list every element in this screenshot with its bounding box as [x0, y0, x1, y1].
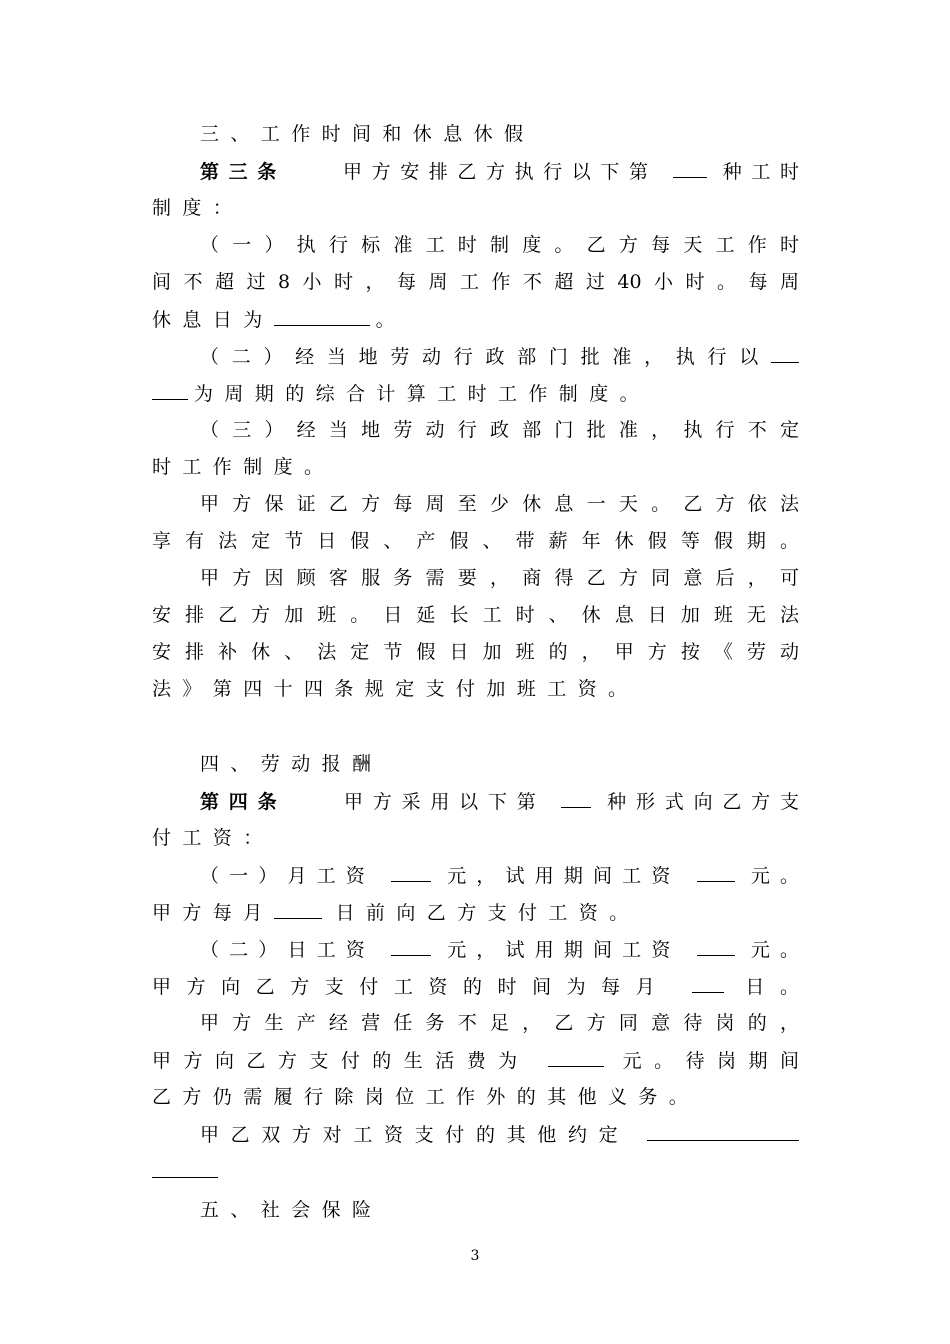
paragraph-line: 休息日为 。	[152, 309, 407, 331]
blank-field	[673, 159, 707, 178]
blank-field	[548, 1048, 604, 1067]
paragraph-line: 甲方因顾客服务需要，商得乙方同意后，可	[200, 567, 799, 589]
blank-field	[771, 344, 799, 363]
section-heading-4: 四、劳动报酬	[200, 753, 383, 775]
paragraph-line: 享有法定节日假、产假、带薪年休假等假期。	[152, 530, 799, 552]
paragraph-line: 甲乙双方对工资支付的其他约定	[200, 1122, 799, 1147]
blank-field	[697, 863, 735, 882]
paragraph-line: 法》第四十四条规定支付加班工资。	[152, 678, 639, 700]
paragraph-line: 甲方向乙方支付的生活费为 元。待岗期间	[152, 1050, 799, 1072]
paragraph-line: 乙方仍需履行除岗位工作外的其他义务。	[152, 1086, 700, 1108]
paragraph-line: 甲方向乙方支付工资的时间为每月 日。	[152, 976, 799, 998]
paragraph-line: 间不超过8小时，每周工作不超过40小时。每周	[152, 271, 799, 293]
blank-field	[274, 900, 322, 919]
paragraph-line: 为周期的综合计算工时工作制度。	[152, 381, 650, 406]
article-3-line: 第三条 甲方安排乙方执行以下第 种工时	[200, 161, 799, 183]
article-4-line: 第四条 甲方采用以下第 种形式向乙方支	[200, 791, 799, 813]
paragraph-line: （一）月工资 元，试用期间工资 元。	[200, 865, 799, 887]
paragraph-line: （二）日工资 元，试用期间工资 元。	[200, 939, 799, 961]
paragraph-line: 甲方生产经营任务不足，乙方同意待岗的，	[200, 1012, 799, 1034]
paragraph-line: 甲方每月 日前向乙方支付工资。	[152, 902, 640, 924]
paragraph-line: 安排乙方加班。日延长工时、休息日加班无法	[152, 604, 799, 626]
paragraph-line: 制度：	[152, 197, 244, 219]
paragraph-line: （一）执行标准工时制度。乙方每天工作时	[200, 234, 799, 256]
paragraph-line: （二）经当地劳动行政部门批准，执行以	[200, 344, 799, 369]
paragraph-line	[152, 1159, 224, 1184]
blank-field	[152, 1159, 218, 1178]
blank-field	[391, 863, 431, 882]
blank-field	[697, 937, 735, 956]
paragraph-line: 安排补休、法定节假日加班的，甲方按《劳动	[152, 641, 799, 663]
section-heading-5: 五、社会保险	[200, 1199, 383, 1221]
blank-field	[152, 381, 188, 400]
blank-field	[391, 937, 431, 956]
paragraph-line: （三）经当地劳动行政部门批准，执行不定	[200, 419, 799, 441]
blank-field	[692, 974, 724, 993]
blank-field	[647, 1122, 799, 1141]
blank-field	[561, 789, 591, 808]
paragraph-line: 付工资：	[152, 827, 274, 849]
section-heading-3: 三、工作时间和休息休假	[200, 123, 535, 145]
page-number: 3	[470, 1248, 480, 1264]
paragraph-line: 甲方保证乙方每周至少休息一天。乙方依法	[200, 493, 799, 515]
article-4-label: 第四条	[200, 791, 287, 813]
article-3-label: 第三条	[200, 161, 286, 183]
paragraph-line: 时工作制度。	[152, 456, 335, 478]
blank-field	[274, 307, 370, 326]
